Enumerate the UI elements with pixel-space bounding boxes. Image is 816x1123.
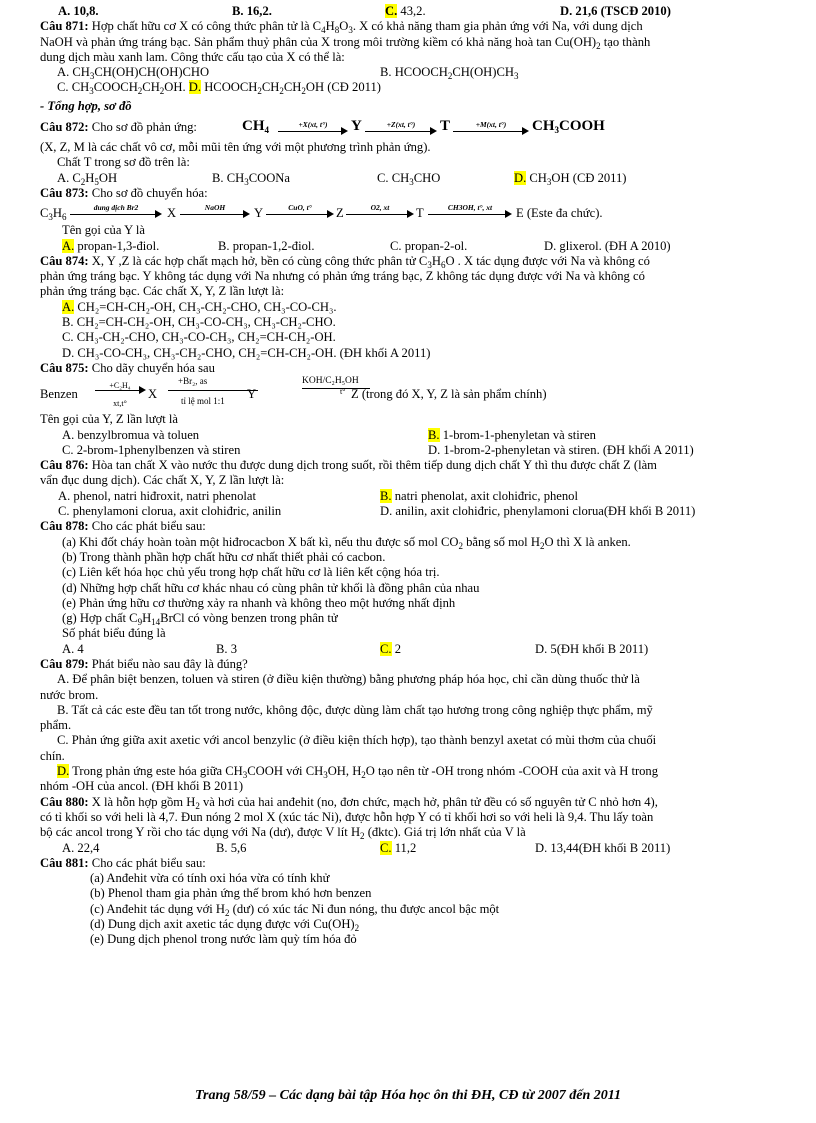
option-b: B. $HCOOCH_2CH(OH)CH_3$ — [380, 65, 519, 82]
statement-b: (b) Phenol tham gia phản ứng thế brom khó hơn benzen — [90, 886, 372, 901]
q879-c-2: chín. — [40, 748, 65, 763]
section-heading: - Tổng hợp, sơ đồ — [40, 98, 132, 113]
statement-e: (e) Phản ứng hữu cơ thường xảy ra nhanh và không theo một hướng nhất định — [62, 595, 456, 610]
option-d: D. 13,44(ĐH khối B 2011) — [535, 840, 671, 855]
q874-line-1: Câu 874: X, Y ,Z là các hợp chất mạch hở, bền có cùng công thức phân tử $C_3H_6O$ . X tác dụng được với Na và không có — [40, 253, 650, 270]
option-a: A. 22,4 — [62, 840, 100, 855]
option-d: D. 5(ĐH khối B 2011) — [535, 641, 649, 656]
q872-options — [40, 171, 792, 186]
q874-option-b: B. CH₂=CH-CH₂-OH, CH₃-CO-CH₃, CH₃-CH₂-CHO. — [62, 315, 336, 330]
option-b: B. 16,2. — [232, 4, 272, 18]
q879-a-1: A. Để phân biệt benzen, toluen và stiren (ở điều kiện thường) bằng phương pháp hóa học, chỉ cần dùng thuốc thử là — [57, 672, 640, 687]
option-a: A. $C_2H_5OH$ — [57, 170, 118, 187]
option-c: C. 2 — [380, 641, 402, 656]
option-d: D. 1-brom-2-phenyletan và stiren. (ĐH khối A 2011) — [428, 442, 694, 457]
option-b: B. propan-1,2-điol. — [218, 238, 315, 253]
q879-c-1: C. Phản ứng giữa axit axetic với ancol benzylic (ở điều kiện thích hợp), tạo thành benzyl axetat có mùi thơm của chuối — [57, 733, 657, 748]
statement-c: (c) Liên kết hóa học chủ yếu trong hợp chất hữu cơ là liên kết cộng hóa trị. — [62, 565, 440, 580]
q879-d-1: D. Trong phản ứng este hóa giữa $CH_3COOH$ với $CH_3OH$, $H_2O$ tạo nên từ -OH trong nhóm -COOH của axit và H trong — [57, 764, 659, 781]
q878-ask: Số phát biểu đúng là — [62, 626, 166, 641]
q879-intro: Câu 879: Phát biểu nào sau đây là đúng? — [40, 656, 248, 671]
q876-options-ab — [40, 489, 792, 504]
option-a: A. phenol, natri hiđroxit, natri phenolat — [58, 488, 256, 503]
q874-option-a: A. CH₂=CH-CH₂-OH, CH₃-CH₂-CHO, CH₃-CO-CH₃. — [62, 299, 337, 314]
q875-options-ab — [40, 428, 792, 443]
option-b: B. natri phenolat, axit clohiđric, phenol — [380, 488, 578, 503]
option-c: C. 43,2. — [385, 4, 426, 18]
statement-d: (d) Dung dịch axit axetic tác dụng được với $Cu(OH)_2$ — [90, 917, 360, 934]
q873-options — [40, 239, 792, 254]
option-c: C. 2-brom-1phenylbenzen và stiren — [62, 442, 241, 457]
q876-options-cd — [40, 504, 792, 519]
q878-intro: Câu 878: Cho các phát biểu sau: — [40, 519, 206, 534]
option-c: C. 11,2 — [380, 840, 417, 855]
q875-intro: Câu 875: Cho dãy chuyển hóa sau — [40, 360, 215, 375]
option-c: C. $CH_3CHO$ — [377, 170, 441, 187]
option-a: A. 10,8. — [58, 4, 99, 18]
q873-intro: Câu 873: Cho sơ đồ chuyển hóa: — [40, 185, 208, 200]
option-c: C. propan-2-ol. — [390, 238, 468, 253]
q879-b-1: B. Tất cả các este đều tan tốt trong nước, không độc, được dùng làm chất tạo hương trong công nghiệp thực phẩm, mỹ — [57, 702, 653, 717]
statement-a: (a) Anđehit vừa có tính oxi hóa vừa có tính khử — [90, 871, 330, 886]
q880-options — [40, 841, 792, 856]
q876-line-2: vẩn đục dung dịch). Các chất X, Y, Z lần lượt là: — [40, 473, 285, 488]
q871-line-2: NaOH và phản ứng tráng bạc. Sản phẩm thuỷ phân của X trong môi trường kiềm có khả năng hoà $\tan Cu(OH)_2$ tạo thành — [40, 34, 651, 51]
option-b: B. 3 — [216, 641, 237, 656]
option-d: D. glixerol. (ĐH A 2010) — [544, 238, 671, 253]
q871-line-1: Câu 871: Hợp chất hữu cơ X có công thức phân tử là $C_4H_8O_3$. X có khả năng tham gia phản ứng với Na, với dung dịch — [40, 19, 643, 36]
q880-line-1: Câu 880: X là hỗn hợp gồm $H_2$ và hơi của hai anđehit (no, đơn chức, mạch hở, phân tử đều có số nguyên tử C nhỏ hơn 4), — [40, 794, 658, 811]
statement-e: (e) Dung dịch phenol trong nước làm quỳ tím hóa đỏ — [90, 932, 357, 947]
option-a: A. $CH_3CH(OH)CH(OH)CHO$ — [57, 65, 210, 82]
q875-options-cd — [40, 443, 792, 458]
q870-options — [40, 4, 792, 19]
q879-d-2: nhóm -OH của ancol. (ĐH khối B 2011) — [40, 779, 244, 794]
option-a: A. propan-1,3-điol. — [62, 238, 160, 253]
q871-options-cd: C. $CH_3COOCH_2CH_2OH$. D. $HCOOCH_2CH_2CH_2OH$ (CĐ 2011) — [57, 80, 381, 97]
q880-line-2: có tỉ khối so với heli là 4,7. Đun nóng 2 mol X (xúc tác Ni), được hỗn hợp Y có tỉ khối hơi so với heli là 9,4. Thu lấy toàn — [40, 809, 654, 824]
option-c: C. phenylamoni clorua, axit clohiđric, anilin — [58, 504, 282, 519]
statement-c: (c) Anđehit tác dụng với $H_2$ (dư) có xúc tác Ni đun nóng, thu được ancol bậc một — [90, 901, 500, 918]
statement-d: (d) Những hợp chất hữu cơ khác nhau có cùng phân tử khối là đồng phân của nhau — [62, 580, 480, 595]
q873-scheme: $C_3H_6$ dung dịch Br2 X NaOH Y CuO, t° Z O2, xt T CH3OH, t°, xt E (Este đa chức). — [40, 203, 603, 223]
q875-scheme: Benzen +C₂H₄ xt,t° X +Br₂, as tỉ lệ mol 1:1 Y KOH/C₂H₅OH t° Z (trong đó X, Y, Z là sản phẩm chính) — [40, 376, 547, 409]
q874-line-3: phản ứng tráng bạc. Các chất X, Y, Z lần lượt là: — [40, 284, 285, 299]
q872-ask: Chất T trong sơ đồ trên là: — [57, 155, 190, 170]
option-b: B. $CH_3COONa$ — [212, 170, 290, 187]
q878-options — [40, 642, 792, 657]
statement-g: (g) Hợp chất $C_9H_{14}BrCl$ có vòng benzen trong phân tử — [62, 611, 338, 628]
q880-line-3: bộ các ancol trong Y rồi cho tác dụng với Na (dư), được V lít $H_2$ (đktc). Giá trị lớn nhất của V là — [40, 825, 526, 842]
page-footer: Trang 58/59 – Các dạng bài tập Hóa học ôn thi ĐH, CĐ từ 2007 đến 2011 — [195, 1088, 621, 1103]
page-content — [40, 4, 792, 948]
statement-b: (b) Trong thành phần hợp chất hữu cơ nhất thiết phải có cacbon. — [62, 549, 386, 564]
q874-option-d: D. CH₃-CO-CH₃, CH₃-CH₂-CHO, CH₂=CH-CH₂-OH. (ĐH khối A 2011) — [62, 345, 431, 360]
option-a: A. 4 — [62, 641, 84, 656]
q881-intro: Câu 881: Cho các phát biểu sau: — [40, 855, 206, 870]
q871-line-3: dung dịch màu xanh lam. Công thức cấu tạo của X có thể là: — [40, 49, 345, 64]
q876-line-1: Câu 876: Hòa tan chất X vào nước thu được dung dịch trong suốt, rồi thêm tiếp dung dịch chất Y thì thu được chất Z (làm — [40, 458, 657, 473]
q879-b-2: phẩm. — [40, 718, 72, 733]
q872-note: (X, Z, M là các chất vô cơ, mỗi mũi tên ứng với một phương trình phản ứng). — [40, 140, 431, 155]
q874-line-2: phản ứng tráng bạc. Y không tác dụng với Na nhưng có phản ứng tráng bạc, Z không tác dụng được với Na và không có — [40, 269, 645, 284]
q872-scheme: Câu 872: Cho sơ đồ phản ứng: $CH_4$ +X(xt, t°) Y +Z(xt, t°) T +M(xt, t°) $CH_3COOH$ — [40, 118, 605, 136]
q875-ask: Tên gọi của Y, Z lần lượt là — [40, 412, 178, 427]
q873-ask: Tên gọi của Y là — [62, 223, 145, 238]
q871-options-ab — [40, 65, 792, 80]
option-b: B. 5,6 — [216, 840, 247, 855]
option-d: D. $CH_3OH$ (CĐ 2011) — [514, 170, 627, 187]
option-a: A. benzylbromua và toluen — [62, 427, 200, 442]
option-b: B. 1-brom-1-phenyletan và stiren — [428, 427, 596, 442]
option-d: D. anilin, axit clohiđric, phenylamoni clorua(ĐH khối B 2011) — [380, 504, 696, 519]
q879-a-2: nước brom. — [40, 687, 99, 702]
option-d: D. 21,6 (TSCĐ 2010) — [560, 4, 671, 18]
q874-option-c: C. CH₃-CH₂-CHO, CH₃-CO-CH₃, CH₂=CH-CH₂-OH. — [62, 330, 336, 345]
statement-a: (a) Khi đốt cháy hoàn toàn một hiđrocacbon X bất kì, nếu thu được số mol $CO_2$ bằng số mol $H_2O$ thì X là anken. — [62, 534, 631, 551]
